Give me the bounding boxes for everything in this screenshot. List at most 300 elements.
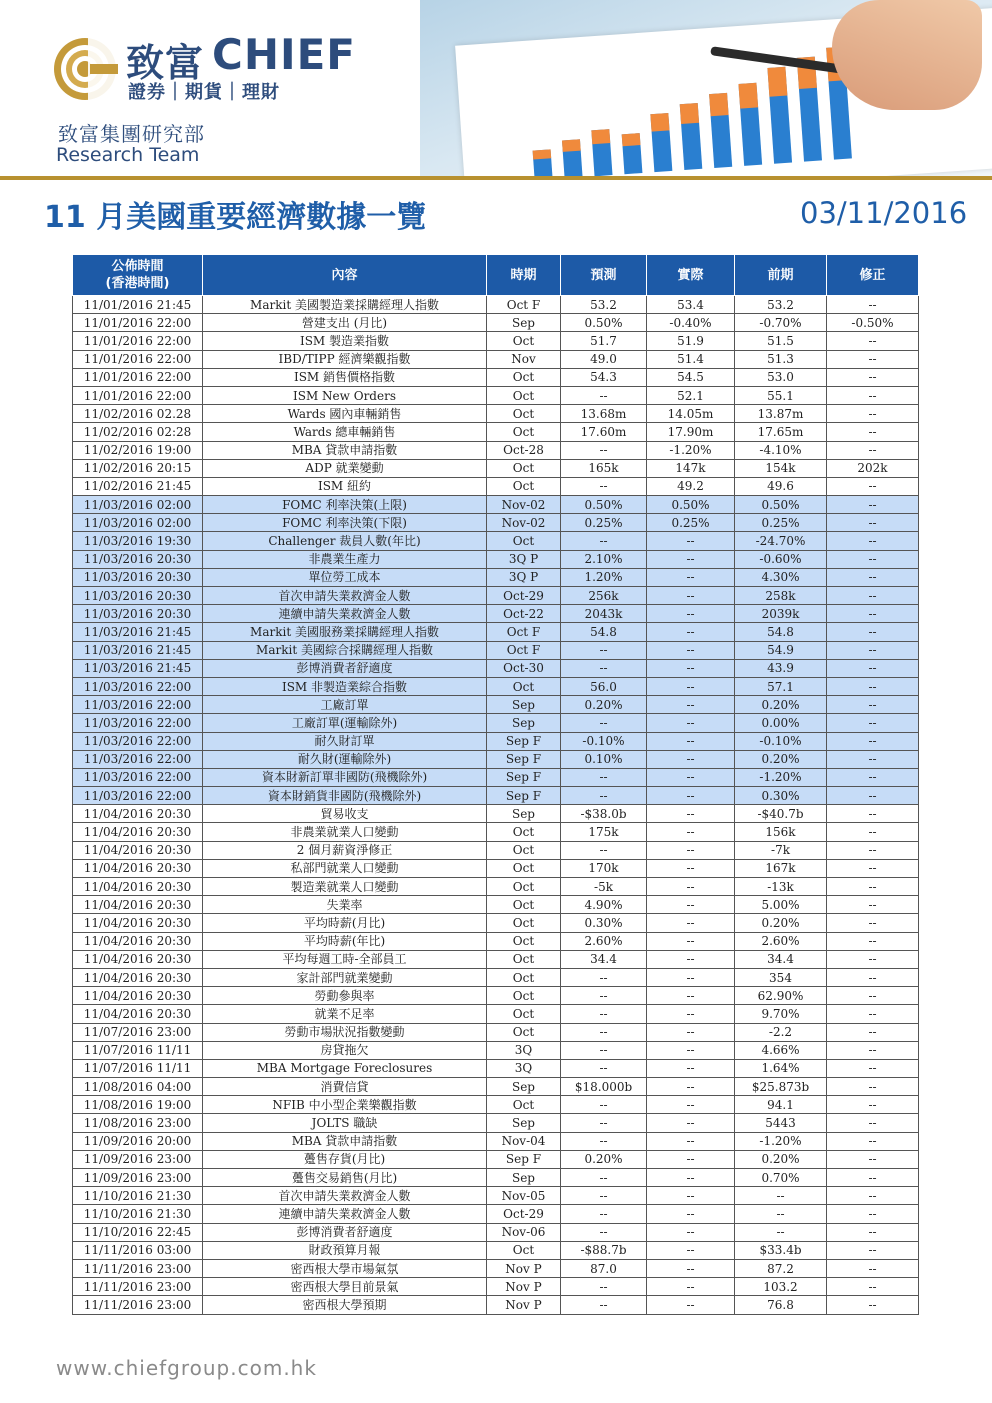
col-actual-cell: --: [647, 696, 735, 714]
col-time-cell: 11/04/2016 20:30: [73, 1005, 203, 1023]
col-period-cell: Oct: [487, 823, 561, 841]
table-row: [73, 1296, 919, 1314]
col-revised-header: 修正: [827, 255, 919, 296]
table-row: [73, 1041, 919, 1059]
col-previous-cell: 5.00%: [735, 896, 827, 914]
col-period-cell: Nov: [487, 350, 561, 368]
col-period-cell: Oct: [487, 987, 561, 1005]
table-row: [73, 1150, 919, 1168]
col-period-cell: Nov P: [487, 1296, 561, 1314]
col-period-cell: Sep: [487, 314, 561, 332]
col-item-cell: 勞動市場狀況指數變動: [203, 1023, 487, 1041]
col-revised-cell: --: [827, 878, 919, 896]
table-row: [73, 296, 919, 314]
col-previous-cell: -13k: [735, 878, 827, 896]
col-item-cell: 密西根大學預期: [203, 1296, 487, 1314]
col-period-cell: Oct: [487, 859, 561, 877]
col-revised-cell: --: [827, 568, 919, 586]
col-forecast-cell: --: [561, 1096, 647, 1114]
col-time-cell: 11/03/2016 22:00: [73, 750, 203, 768]
col-period-cell: Sep: [487, 714, 561, 732]
col-item-cell: 私部門就業人口變動: [203, 859, 487, 877]
col-forecast-header: 預測: [561, 255, 647, 296]
col-actual-cell: --: [647, 732, 735, 750]
col-forecast-cell: 17.60m: [561, 423, 647, 441]
col-actual-cell: --: [647, 914, 735, 932]
col-actual-cell: --: [647, 1078, 735, 1096]
table-row: [73, 641, 919, 659]
col-period-cell: Nov P: [487, 1259, 561, 1277]
col-time-cell: 11/08/2016 19:00: [73, 1096, 203, 1114]
col-revised-cell: 202k: [827, 459, 919, 477]
col-forecast-cell: --: [561, 641, 647, 659]
col-item-cell: 家計部門就業變動: [203, 968, 487, 986]
col-forecast-cell: --: [561, 1278, 647, 1296]
col-forecast-cell: 0.20%: [561, 696, 647, 714]
col-previous-cell: -4.10%: [735, 441, 827, 459]
table-row: [73, 441, 919, 459]
col-forecast-cell: 0.20%: [561, 1150, 647, 1168]
col-revised-cell: --: [827, 423, 919, 441]
col-revised-cell: --: [827, 1132, 919, 1150]
col-item-cell: 失業率: [203, 896, 487, 914]
col-period-cell: Sep: [487, 696, 561, 714]
col-time-cell: 11/04/2016 20:30: [73, 878, 203, 896]
col-actual-cell: --: [647, 714, 735, 732]
hero-bar-top: [562, 139, 581, 152]
col-previous-cell: 0.20%: [735, 1150, 827, 1168]
col-revised-cell: --: [827, 1023, 919, 1041]
col-revised-cell: --: [827, 968, 919, 986]
col-revised-cell: --: [827, 587, 919, 605]
col-time-cell: 11/04/2016 20:30: [73, 896, 203, 914]
col-revised-cell: --: [827, 1096, 919, 1114]
col-period-cell: Oct-29: [487, 1205, 561, 1223]
col-period-cell: Oct: [487, 932, 561, 950]
col-forecast-cell: 165k: [561, 459, 647, 477]
col-item-cell: IBD/TIPP 經濟樂觀指數: [203, 350, 487, 368]
col-forecast-cell: --: [561, 386, 647, 404]
col-actual-cell: --: [647, 677, 735, 695]
table-row: [73, 1223, 919, 1241]
col-forecast-cell: -0.10%: [561, 732, 647, 750]
col-forecast-cell: 2043k: [561, 605, 647, 623]
col-previous-cell: 55.1: [735, 386, 827, 404]
col-revised-cell: --: [827, 623, 919, 641]
col-revised-cell: --: [827, 914, 919, 932]
col-actual-cell: --: [647, 1187, 735, 1205]
col-time-cell: 11/11/2016 23:00: [73, 1259, 203, 1277]
col-previous-cell: 154k: [735, 459, 827, 477]
economic-data-table: [72, 254, 919, 1315]
col-previous-cell: 57.1: [735, 677, 827, 695]
col-time-cell: 11/03/2016 22:00: [73, 696, 203, 714]
col-actual-cell: --: [647, 605, 735, 623]
hero-bar-top: [622, 133, 641, 146]
col-revised-cell: --: [827, 1005, 919, 1023]
col-item-cell: 工廠訂單(運輸除外): [203, 714, 487, 732]
col-actual-cell: 0.25%: [647, 514, 735, 532]
col-previous-cell: -2.2: [735, 1023, 827, 1041]
col-time-cell: 11/10/2016 21:30: [73, 1205, 203, 1223]
col-previous-cell: 2039k: [735, 605, 827, 623]
col-revised-cell: --: [827, 787, 919, 805]
col-period-cell: Oct: [487, 423, 561, 441]
col-forecast-cell: 0.30%: [561, 914, 647, 932]
col-forecast-cell: --: [561, 841, 647, 859]
col-period-cell: Sep F: [487, 1150, 561, 1168]
col-previous-cell: --: [735, 1223, 827, 1241]
col-period-cell: Oct: [487, 677, 561, 695]
col-actual-cell: --: [647, 1278, 735, 1296]
table-row: [73, 1278, 919, 1296]
table-row: [73, 1241, 919, 1259]
page-header: [0, 0, 992, 178]
table-row: [73, 714, 919, 732]
col-period-cell: Oct: [487, 1023, 561, 1041]
col-forecast-cell: $18.000b: [561, 1078, 647, 1096]
report-date: 03/11/2016: [800, 196, 968, 230]
col-forecast-cell: --: [561, 968, 647, 986]
table-row: [73, 568, 919, 586]
col-revised-cell: --: [827, 332, 919, 350]
col-time-cell: 11/02/2016 21:45: [73, 477, 203, 495]
col-actual-cell: --: [647, 1296, 735, 1314]
col-forecast-cell: 175k: [561, 823, 647, 841]
col-forecast-cell: --: [561, 1187, 647, 1205]
col-revised-cell: --: [827, 987, 919, 1005]
col-period-cell: Sep: [487, 1114, 561, 1132]
col-actual-cell: -0.40%: [647, 314, 735, 332]
department-name-en: Research Team: [56, 144, 200, 166]
col-previous-cell: 354: [735, 968, 827, 986]
col-item-cell: 彭博消費者舒適度: [203, 659, 487, 677]
col-actual-cell: 0.50%: [647, 496, 735, 514]
table-row: [73, 368, 919, 386]
header-rule: [0, 176, 992, 180]
col-item-cell: MBA Mortgage Foreclosures: [203, 1059, 487, 1077]
col-revised-cell: --: [827, 1223, 919, 1241]
col-previous-cell: 53.2: [735, 296, 827, 314]
col-period-cell: Sep: [487, 1078, 561, 1096]
col-actual-cell: --: [647, 587, 735, 605]
col-revised-cell: --: [827, 1205, 919, 1223]
col-period-cell: Sep F: [487, 768, 561, 786]
table-row: [73, 332, 919, 350]
col-period-cell: Oct: [487, 968, 561, 986]
col-period-cell: 3Q P: [487, 550, 561, 568]
col-previous-cell: 0.70%: [735, 1169, 827, 1187]
col-actual-cell: --: [647, 823, 735, 841]
col-previous-cell: 87.2: [735, 1259, 827, 1277]
footer-url: www.chiefgroup.com.hk: [56, 1356, 317, 1380]
col-previous-cell: 51.3: [735, 350, 827, 368]
col-period-cell: Oct: [487, 332, 561, 350]
col-previous-cell: --: [735, 1205, 827, 1223]
col-period-cell: Oct: [487, 1005, 561, 1023]
col-previous-cell: 5443: [735, 1114, 827, 1132]
col-actual-cell: --: [647, 1205, 735, 1223]
col-actual-cell: --: [647, 550, 735, 568]
col-period-cell: Oct: [487, 841, 561, 859]
table-row: [73, 696, 919, 714]
col-item-cell: 非農業就業人口變動: [203, 823, 487, 841]
col-time-cell: 11/03/2016 20:30: [73, 550, 203, 568]
chief-logo-icon: [52, 36, 118, 102]
col-forecast-cell: 13.68m: [561, 405, 647, 423]
col-item-cell: ISM 製造業指數: [203, 332, 487, 350]
table-row: [73, 914, 919, 932]
table-row: [73, 878, 919, 896]
col-item-cell: 資本財新訂單非國防(飛機除外): [203, 768, 487, 786]
col-time-cell: 11/02/2016 02:28: [73, 423, 203, 441]
table-row: [73, 386, 919, 404]
brand-name-cn: 致富: [126, 41, 205, 85]
col-item-cell: ISM 紐約: [203, 477, 487, 495]
col-time-cell: 11/02/2016 20:15: [73, 459, 203, 477]
table-row: [73, 1114, 919, 1132]
col-item-cell: 資本財銷貨非國防(飛機除外): [203, 787, 487, 805]
col-item-cell: 耐久財(運輸除外): [203, 750, 487, 768]
col-actual-cell: --: [647, 787, 735, 805]
col-forecast-cell: -$38.0b: [561, 805, 647, 823]
table-row: [73, 677, 919, 695]
col-time-cell: 11/03/2016 20:30: [73, 568, 203, 586]
col-revised-cell: --: [827, 750, 919, 768]
col-item-cell: 平均時薪(月比): [203, 914, 487, 932]
col-revised-cell: --: [827, 368, 919, 386]
table-row: [73, 987, 919, 1005]
col-actual-cell: --: [647, 932, 735, 950]
col-previous-cell: 0.20%: [735, 750, 827, 768]
col-forecast-cell: 34.4: [561, 950, 647, 968]
col-revised-cell: --: [827, 1187, 919, 1205]
col-revised-cell: --: [827, 950, 919, 968]
col-forecast-cell: 56.0: [561, 677, 647, 695]
table-row: [73, 968, 919, 986]
col-forecast-cell: --: [561, 1205, 647, 1223]
col-item-cell: Markit 美國服務業採購經理人指數: [203, 623, 487, 641]
col-revised-cell: --: [827, 1059, 919, 1077]
col-item-cell: 單位勞工成本: [203, 568, 487, 586]
col-revised-cell: --: [827, 932, 919, 950]
col-period-cell: Oct: [487, 368, 561, 386]
col-forecast-cell: --: [561, 441, 647, 459]
col-previous-header: 前期: [735, 255, 827, 296]
col-period-cell: 3Q: [487, 1059, 561, 1077]
col-previous-cell: 156k: [735, 823, 827, 841]
col-period-cell: Oct: [487, 532, 561, 550]
col-forecast-cell: --: [561, 768, 647, 786]
table-row: [73, 1059, 919, 1077]
col-item-cell: 首次申請失業救濟金人數: [203, 1187, 487, 1205]
col-forecast-cell: --: [561, 1023, 647, 1041]
col-revised-cell: --: [827, 823, 919, 841]
col-time-cell: 11/04/2016 20:30: [73, 932, 203, 950]
col-revised-cell: --: [827, 532, 919, 550]
hand-icon: [832, 0, 982, 110]
col-time-cell: 11/04/2016 20:30: [73, 914, 203, 932]
col-forecast-cell: 256k: [561, 587, 647, 605]
col-revised-cell: --: [827, 677, 919, 695]
col-item-cell: 躉售存貨(月比): [203, 1150, 487, 1168]
col-revised-cell: --: [827, 477, 919, 495]
col-revised-cell: --: [827, 805, 919, 823]
col-time-cell: 11/03/2016 20:30: [73, 605, 203, 623]
col-actual-cell: --: [647, 859, 735, 877]
col-previous-cell: 4.66%: [735, 1041, 827, 1059]
col-actual-cell: --: [647, 1150, 735, 1168]
col-previous-cell: 17.65m: [735, 423, 827, 441]
col-forecast-cell: --: [561, 477, 647, 495]
col-forecast-cell: 53.2: [561, 296, 647, 314]
col-revised-cell: --: [827, 1241, 919, 1259]
col-item-cell: 財政預算月報: [203, 1241, 487, 1259]
col-item-cell: ISM 銷售價格指數: [203, 368, 487, 386]
table-row: [73, 1132, 919, 1150]
hero-bar-top: [680, 103, 699, 124]
col-forecast-cell: --: [561, 1223, 647, 1241]
col-period-cell: Oct: [487, 405, 561, 423]
col-time-cell: 11/02/2016 02.28: [73, 405, 203, 423]
col-actual-cell: --: [647, 1241, 735, 1259]
col-forecast-cell: 0.10%: [561, 750, 647, 768]
col-time-cell: 11/04/2016 20:30: [73, 823, 203, 841]
col-time-cell: 11/01/2016 22:00: [73, 386, 203, 404]
col-forecast-cell: 2.60%: [561, 932, 647, 950]
brand-name-en: CHIEF: [212, 30, 356, 79]
col-time-cell: 11/04/2016 20:30: [73, 987, 203, 1005]
table-row: [73, 859, 919, 877]
col-previous-cell: 0.00%: [735, 714, 827, 732]
col-time-cell: 11/03/2016 02:00: [73, 514, 203, 532]
col-item-cell: MBA 貸款申請指數: [203, 441, 487, 459]
col-time-cell: 11/11/2016 23:00: [73, 1278, 203, 1296]
col-actual-cell: --: [647, 1023, 735, 1041]
col-time-cell: 11/08/2016 23:00: [73, 1114, 203, 1132]
col-previous-cell: 1.64%: [735, 1059, 827, 1077]
table-row: [73, 659, 919, 677]
col-previous-cell: 94.1: [735, 1096, 827, 1114]
col-time-cell: 11/09/2016 23:00: [73, 1150, 203, 1168]
table-row: [73, 587, 919, 605]
col-actual-cell: --: [647, 623, 735, 641]
col-actual-cell: --: [647, 987, 735, 1005]
col-time-cell: 11/03/2016 21:45: [73, 641, 203, 659]
col-period-cell: Oct: [487, 1096, 561, 1114]
col-forecast-cell: -5k: [561, 878, 647, 896]
col-forecast-cell: 4.90%: [561, 896, 647, 914]
col-period-cell: Nov P: [487, 1278, 561, 1296]
col-revised-cell: --: [827, 896, 919, 914]
col-time-cell: 11/11/2016 03:00: [73, 1241, 203, 1259]
col-actual-cell: 54.5: [647, 368, 735, 386]
col-previous-cell: -1.20%: [735, 768, 827, 786]
col-actual-cell: 14.05m: [647, 405, 735, 423]
col-period-cell: Oct-22: [487, 605, 561, 623]
col-actual-cell: --: [647, 750, 735, 768]
col-revised-cell: --: [827, 1041, 919, 1059]
col-forecast-cell: 51.7: [561, 332, 647, 350]
table-row: [73, 459, 919, 477]
col-revised-cell: --: [827, 405, 919, 423]
col-time-cell: 11/03/2016 22:00: [73, 732, 203, 750]
col-revised-cell: --: [827, 296, 919, 314]
col-item-cell: Challenger 裁員人數(年比): [203, 532, 487, 550]
col-item-cell: Markit 美國製造業採購經理人指數: [203, 296, 487, 314]
col-period-cell: 3Q: [487, 1041, 561, 1059]
col-time-header: 公佈時間 (香港時間): [73, 255, 203, 296]
col-period-cell: Nov-06: [487, 1223, 561, 1241]
table-row: [73, 477, 919, 495]
col-actual-cell: --: [647, 1169, 735, 1187]
col-forecast-cell: 87.0: [561, 1259, 647, 1277]
table-row: [73, 532, 919, 550]
col-actual-cell: --: [647, 878, 735, 896]
col-previous-cell: -24.70%: [735, 532, 827, 550]
col-period-cell: Nov-04: [487, 1132, 561, 1150]
col-time-cell: 11/01/2016 22:00: [73, 314, 203, 332]
col-actual-cell: 147k: [647, 459, 735, 477]
col-period-cell: Oct-28: [487, 441, 561, 459]
col-time-cell: 11/09/2016 23:00: [73, 1169, 203, 1187]
col-previous-cell: 2.60%: [735, 932, 827, 950]
hero-bar-top: [767, 67, 787, 97]
col-previous-cell: $33.4b: [735, 1241, 827, 1259]
col-forecast-cell: 2.10%: [561, 550, 647, 568]
col-item-cell: 貿易收支: [203, 805, 487, 823]
col-time-cell: 11/02/2016 19:00: [73, 441, 203, 459]
col-previous-cell: -0.70%: [735, 314, 827, 332]
col-period-cell: Oct: [487, 1241, 561, 1259]
col-actual-cell: 53.4: [647, 296, 735, 314]
col-actual-cell: --: [647, 1005, 735, 1023]
table-row: [73, 405, 919, 423]
col-item-cell: Wards 國內車輛銷售: [203, 405, 487, 423]
col-period-cell: Nov-05: [487, 1187, 561, 1205]
col-actual-cell: --: [647, 1259, 735, 1277]
col-actual-cell: --: [647, 805, 735, 823]
col-period-cell: Oct-30: [487, 659, 561, 677]
col-actual-cell: --: [647, 659, 735, 677]
col-previous-cell: $25.873b: [735, 1078, 827, 1096]
col-forecast-cell: --: [561, 1059, 647, 1077]
col-revised-cell: --: [827, 605, 919, 623]
col-item-cell: 製造業就業人口變動: [203, 878, 487, 896]
col-period-cell: Sep F: [487, 787, 561, 805]
col-previous-cell: 0.30%: [735, 787, 827, 805]
col-revised-cell: --: [827, 859, 919, 877]
col-previous-cell: 4.30%: [735, 568, 827, 586]
col-forecast-cell: 170k: [561, 859, 647, 877]
col-item-cell: 密西根大學目前景氣: [203, 1278, 487, 1296]
col-item-cell: 首次申請失業救濟金人數: [203, 587, 487, 605]
col-previous-cell: 167k: [735, 859, 827, 877]
col-item-cell: 工廠訂單: [203, 696, 487, 714]
table-row: [73, 550, 919, 568]
col-period-cell: Oct: [487, 950, 561, 968]
col-forecast-cell: 54.8: [561, 623, 647, 641]
col-time-cell: 11/03/2016 21:45: [73, 659, 203, 677]
col-time-cell: 11/03/2016 22:00: [73, 677, 203, 695]
col-actual-cell: 49.2: [647, 477, 735, 495]
col-time-cell: 11/03/2016 21:45: [73, 623, 203, 641]
col-previous-cell: 76.8: [735, 1296, 827, 1314]
col-time-cell: 11/10/2016 21:30: [73, 1187, 203, 1205]
table-row: [73, 950, 919, 968]
col-forecast-cell: --: [561, 1114, 647, 1132]
col-item-cell: 平均時薪(年比): [203, 932, 487, 950]
